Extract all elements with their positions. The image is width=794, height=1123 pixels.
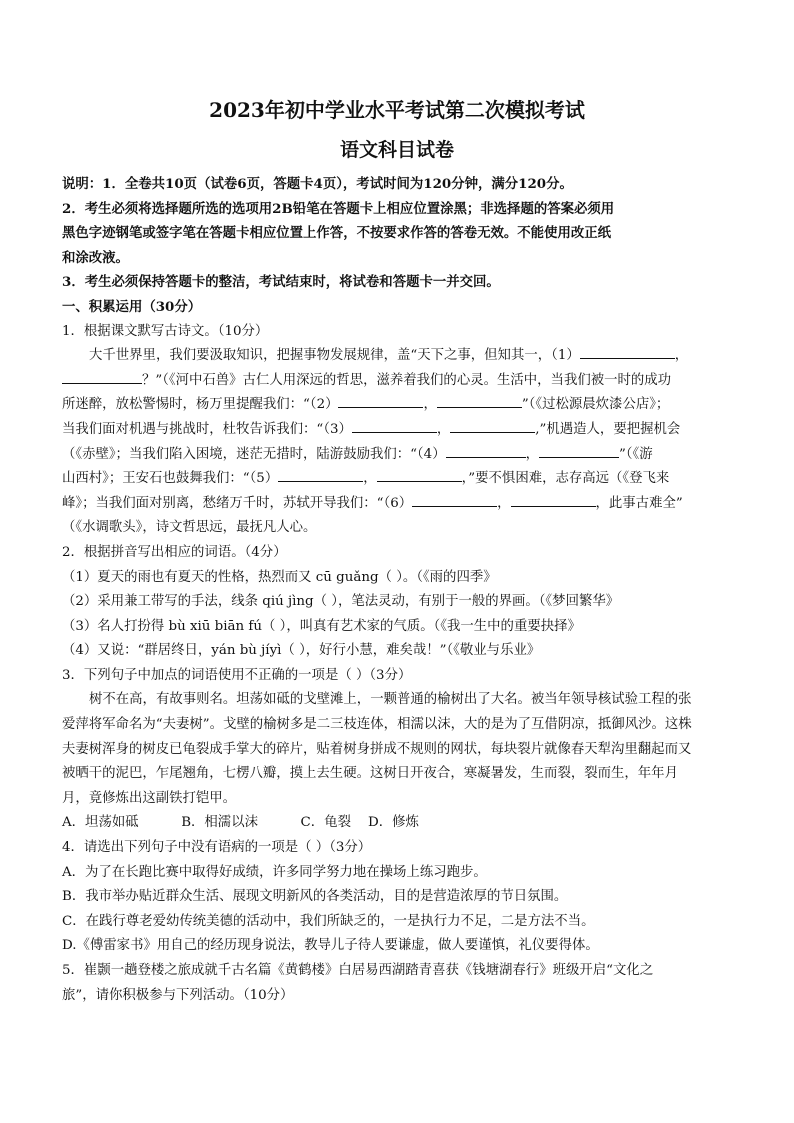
- question-2-heading: 2．根据拼音写出相应的词语。（4分）: [62, 544, 287, 560]
- instruction-line: 说明：1．全卷共10页（试卷6页，答题卡4页），考试时间为120分钟，满分120分。: [62, 176, 573, 192]
- question-3-passage: 夫妻树浑身的树皮已龟裂成手掌大的碎片，贴着树身拼成不规则的网状，每块裂片就像春天犁沟里翻起而又: [62, 741, 692, 757]
- answer-blank[interactable]: [62, 369, 142, 384]
- question-3-passage: 月，竟修炼出这副铁打铠甲。: [62, 790, 237, 806]
- answer-blank[interactable]: [580, 344, 675, 359]
- question-1-text: 当我们面对机遇与挑战时，杜牧告诉我们：“（3） ， ,”机遇造人，要把握机会: [62, 418, 732, 443]
- question-1-text: 山西村》；王安石也鼓舞我们：“（5） ， ，”要不惧困难，志存高远（《登飞来: [62, 467, 732, 492]
- question-2-item: （3）名人打扮得 bù xiū biān fú（ ），叫真有艺术家的气质。（《我一生中的重要抉择》: [62, 618, 581, 634]
- answer-blank[interactable]: [412, 492, 497, 507]
- question-1-text: 峰》；当我们面对别离，愁绪万千时，苏轼开导我们：“（6） ， ，此事古难全”: [62, 492, 732, 517]
- question-1-text: （《赤壁》；当我们陷入困境，迷茫无措时，陆游鼓励我们：“（4） ， ”（《游: [62, 443, 732, 468]
- question-4-option-b: B．我市举办贴近群众生活、展现文明新风的各类活动，目的是营造浓厚的节日氛围。: [62, 889, 568, 905]
- question-2-item: （1）夏天的雨也有夏天的性格，热烈而又 cū guǎng（ ）。（《雨的四季》: [62, 569, 497, 585]
- instruction-line: 黑色字迹钢笔或签字笔在答题卡相应位置上作答，不按要求作答的答卷无效。不能使用改正纸: [62, 225, 612, 242]
- answer-blank[interactable]: [377, 467, 462, 482]
- question-5-text: 5．崔颢一趟登楼之旅成就千古名篇《黄鹤楼》白居易西湖踏青喜获《钱塘湖春行》班级开启“文化之: [62, 963, 654, 978]
- answer-blank[interactable]: [511, 492, 596, 507]
- instruction-line: 2．考生必须将选择题所选的选项用2B铅笔在答题卡上相应位置涂黑；非选择题的答案必须用: [62, 200, 615, 217]
- question-4-option-a: A．为了在长跑比赛中取得好成绩，许多同学努力地在操场上练习跑步。: [62, 864, 487, 880]
- question-3-passage: 爱萍将军命名为“夫妻树”。戈壁的榆树多是二三枝连体，相濡以沫，大的是为了互借阴凉，抵御风沙。这株: [62, 717, 692, 733]
- question-3-heading: 3．下列句子中加点的词语使用不正确的一项是（ ）（3分）: [62, 667, 412, 683]
- answer-blank[interactable]: [278, 467, 363, 482]
- answer-blank[interactable]: [539, 443, 619, 458]
- exam-body: [62, 172, 732, 1008]
- instruction-line: 和涂改液。: [62, 249, 129, 266]
- answer-blank[interactable]: [450, 418, 535, 433]
- question-3-passage: 被晒干的泥巴，乍尾翘角，七楞八瓣，摸上去生硬。这树日开夜合，寒凝暑发，生而裂，裂而生，年年月: [62, 766, 678, 782]
- section-heading: 一、积累运用（30分）: [62, 298, 202, 315]
- exam-title: 2023年初中学业水平考试第二次模拟考试: [209, 98, 585, 122]
- question-2-item: （2）采用兼工带写的手法，线条 qiú jìng（ ），笔法灵动，有别于一般的界画。（《梦回繁华》: [62, 594, 620, 610]
- instruction-line: 3．考生必须保持答题卡的整洁，考试结束时，将试卷和答题卡一并交回。: [62, 274, 500, 291]
- question-5-text: 旅”，请你积极参与下列活动。（10分）: [62, 987, 294, 1003]
- answer-blank[interactable]: [338, 393, 423, 408]
- answer-blank[interactable]: [446, 443, 526, 458]
- answer-blank[interactable]: [352, 418, 437, 433]
- question-1-heading: 1．根据课文默写古诗文。（10分）: [62, 323, 269, 339]
- question-4-heading: 4．请选出下列句子中没有语病的一项是（ ）（3分）: [62, 840, 372, 856]
- question-2-item: （4）又说：“群居终日，yán bù jíyì（ ），好行小慧，难矣哉！”（《敬业与乐业》: [62, 643, 541, 659]
- question-3-options: A．坦荡如砥 B．相濡以沫 C．龟裂 D．修炼: [62, 815, 419, 831]
- question-1-text: ？”（《河中石兽》古仁人用深远的哲思，滋养着我们的心灵。生活中，当我们被一时的成功: [62, 369, 732, 394]
- question-1-text: 大千世界里，我们要汲取知识，把握事物发展规律，盖“天下之事，但知其一，（1） ，: [62, 344, 732, 369]
- question-1-text: （《水调歌头》，诗文哲思远，最抚凡人心。: [62, 520, 317, 536]
- answer-blank[interactable]: [437, 393, 522, 408]
- question-4-option-d: D.《傅雷家书》用自己的经历现身说法，教导儿子待人要谦虚，做人要谨慎，礼仪要得体。: [62, 938, 599, 954]
- question-1-text: 所迷醉，放松警惕时，杨万里提醒我们：“（2） ， ”（《过松源晨炊漆公店》；: [62, 393, 732, 418]
- question-4-option-c: C．在践行尊老爱幼传统美德的活动中，我们所缺乏的，一是执行力不足，二是方法不当。: [62, 913, 595, 929]
- question-3-passage: 树不在高，有故事则名。坦荡如砥的戈壁滩上，一颗普通的榆树出了大名。被当年领导核试验工程的张: [89, 692, 692, 708]
- exam-subtitle: 语文科目试卷: [339, 139, 454, 161]
